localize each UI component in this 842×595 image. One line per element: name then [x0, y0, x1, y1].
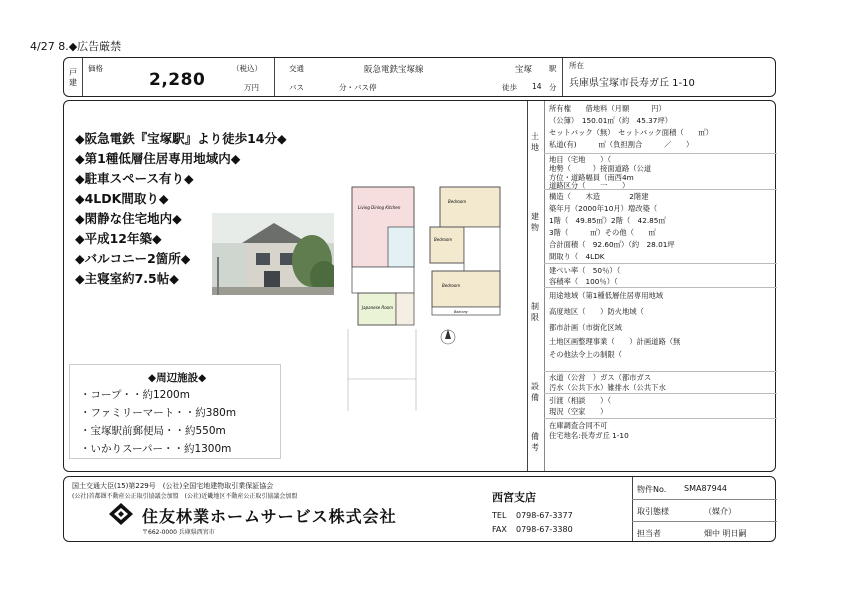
feature-item: ◆平成12年築◆	[75, 231, 162, 246]
table-row: 都市計画（市街化区域	[549, 323, 622, 332]
feature-item: ◆主寝室約7.5帖◆	[75, 271, 179, 286]
table-row: 高度地区（ ）防火地域（	[549, 307, 644, 316]
address-label: 所在	[569, 61, 584, 70]
table-row: 土地区画整理事業（ ）計画道路（無	[549, 337, 681, 346]
tel-number: 0798-67-3377	[516, 511, 573, 520]
staff-label: 担当者	[637, 529, 661, 538]
walk-label: 徒歩	[502, 83, 517, 92]
table-row: 所有権 借地料（月額 円）	[549, 104, 666, 113]
fax-number: 0798-67-3380	[516, 525, 573, 534]
property-no-label: 物件No.	[637, 485, 667, 494]
table-row: 在庫調査合同不可	[549, 421, 608, 430]
feature-item: ◆バルコニー2箇所◆	[75, 251, 191, 266]
facilities-title: ◆周辺施設◆	[148, 372, 207, 384]
price-label: 価格	[88, 64, 103, 73]
bus-detail: 分・バス停	[339, 83, 377, 92]
facility-item: ・ファミリーマート・・約380m	[80, 407, 237, 419]
header-note: 4/27 8.◆広告厳禁	[30, 40, 122, 53]
license-text: 国土交通大臣(15)第229号 (公社)全国宅地建物取引業保証協会	[72, 482, 274, 490]
bus-label: バス	[289, 83, 304, 92]
table-row: その他法令上の制限（	[549, 350, 622, 359]
tel-label: TEL	[492, 511, 507, 520]
section-land: 土地	[531, 132, 539, 152]
category-label: 戸建	[69, 68, 77, 87]
walk-unit: 分	[549, 83, 557, 92]
section-building: 建物	[531, 212, 539, 232]
table-row: 住宅地名:長寿ガ丘 1-10	[549, 431, 629, 440]
price-value: 2,280	[149, 70, 206, 90]
company-logo-icon	[108, 502, 134, 526]
table-row: 私道(有) ㎡（負担割合 ／ ）	[549, 140, 694, 149]
table-row: 間取り（ 4LDK	[549, 252, 605, 261]
station-suffix: 駅	[549, 64, 557, 73]
table-row: 道路区分（ 一 ）	[549, 181, 630, 190]
house-photo	[212, 213, 334, 295]
table-row: セットバック（無） セットバック面積（ ㎡）	[549, 128, 713, 137]
table-row: 現況（空家 ）	[549, 407, 608, 416]
room-bedroom-label: Bedroom	[434, 237, 453, 242]
company-address: 〒662-0000 兵庫県西宮市	[142, 529, 215, 536]
table-row: 引渡（相談 ）（	[549, 396, 612, 405]
table-row: 水道（公営 ）ガス（都市ガス	[549, 373, 652, 382]
branch-name: 西宮支店	[492, 491, 536, 504]
room-japanese-label: Japanese Room	[362, 305, 394, 310]
facilities-panel	[69, 364, 281, 459]
table-row: 3階（ ㎡）その他（ ㎡	[549, 228, 656, 237]
staff-name: 畑中 明日嗣	[704, 529, 747, 538]
station-name: 宝塚	[515, 65, 533, 75]
tax-note: （税込）	[232, 64, 262, 73]
fax-label: FAX	[492, 525, 507, 534]
facility-item: ・コープ・・約1200m	[80, 389, 190, 401]
feature-item: ◆阪急電鉄『宝塚駅』より徒歩14分◆	[75, 131, 287, 146]
floor-plan	[344, 179, 534, 419]
address-value: 兵庫県宝塚市長寿ガ丘 1-10	[569, 78, 695, 89]
table-row: 合計面積（ 92.60㎡）（約 28.01坪	[549, 240, 675, 249]
deal-label: 取引態様	[637, 507, 669, 516]
feature-item: ◆4LDK間取り◆	[75, 191, 169, 206]
deal-type: （媒介）	[704, 507, 736, 516]
table-row: 建ぺい率（ 50％）（	[549, 266, 621, 275]
room-balcony-label: Balcony	[454, 310, 468, 314]
property-no: SMA87944	[684, 484, 727, 493]
section-facility: 設備	[531, 382, 539, 402]
table-row: 1階（ 49.85㎡）2階（ 42.85㎡	[549, 216, 666, 225]
table-row: 構造（ 木造 2階建	[549, 192, 649, 201]
facility-item: ・宝塚駅前郵便局・・約550m	[80, 425, 226, 437]
table-row: 容積率（ 100％）（	[549, 277, 618, 286]
room-bedroom-label: Bedroom	[448, 199, 467, 204]
table-row: 地目（宅地 ）（	[549, 155, 612, 164]
table-row: （公簿） 150.01㎡（約 45.37坪）	[549, 116, 673, 125]
price-unit: 万円	[244, 83, 259, 92]
company-name: 住友林業ホームサービス株式会社	[142, 507, 397, 526]
footer-band	[63, 476, 776, 542]
table-row: 地勢（ ）接面道路（公道	[549, 164, 652, 173]
table-row: 方位・道路幅員（南西4m	[549, 173, 634, 182]
walk-minutes: 14	[532, 82, 542, 91]
table-row: 用途地域（第1種低層住居専用地域	[549, 291, 664, 300]
top-info-band	[63, 57, 776, 97]
table-row: 築年月（2000年10月）増改築（	[549, 204, 658, 213]
table-row: 汚水（公共下水）雑排水（公共下水	[549, 383, 666, 392]
members-text: (公社)首都圏不動産公正取引協議会加盟 (公社)近畿地区不動産公正取引協議会加盟	[72, 493, 298, 500]
transport-label: 交通	[289, 64, 304, 73]
room-bedroom-label: Bedroom	[442, 283, 461, 288]
main-sheet	[63, 100, 776, 472]
facility-item: ・いかりスーパー・・約1300m	[80, 443, 232, 455]
room-ldk-label: Living Dining Kitchen	[358, 205, 401, 210]
train-line: 阪急電鉄宝塚線	[364, 65, 424, 75]
feature-item: ◆第1種低層住居専用地域内◆	[75, 151, 241, 166]
section-remarks: 備考	[531, 432, 539, 452]
section-restriction: 制限	[531, 302, 539, 322]
feature-item: ◆駐車スペース有り◆	[75, 171, 194, 186]
feature-item: ◆閑静な住宅地内◆	[75, 211, 182, 226]
